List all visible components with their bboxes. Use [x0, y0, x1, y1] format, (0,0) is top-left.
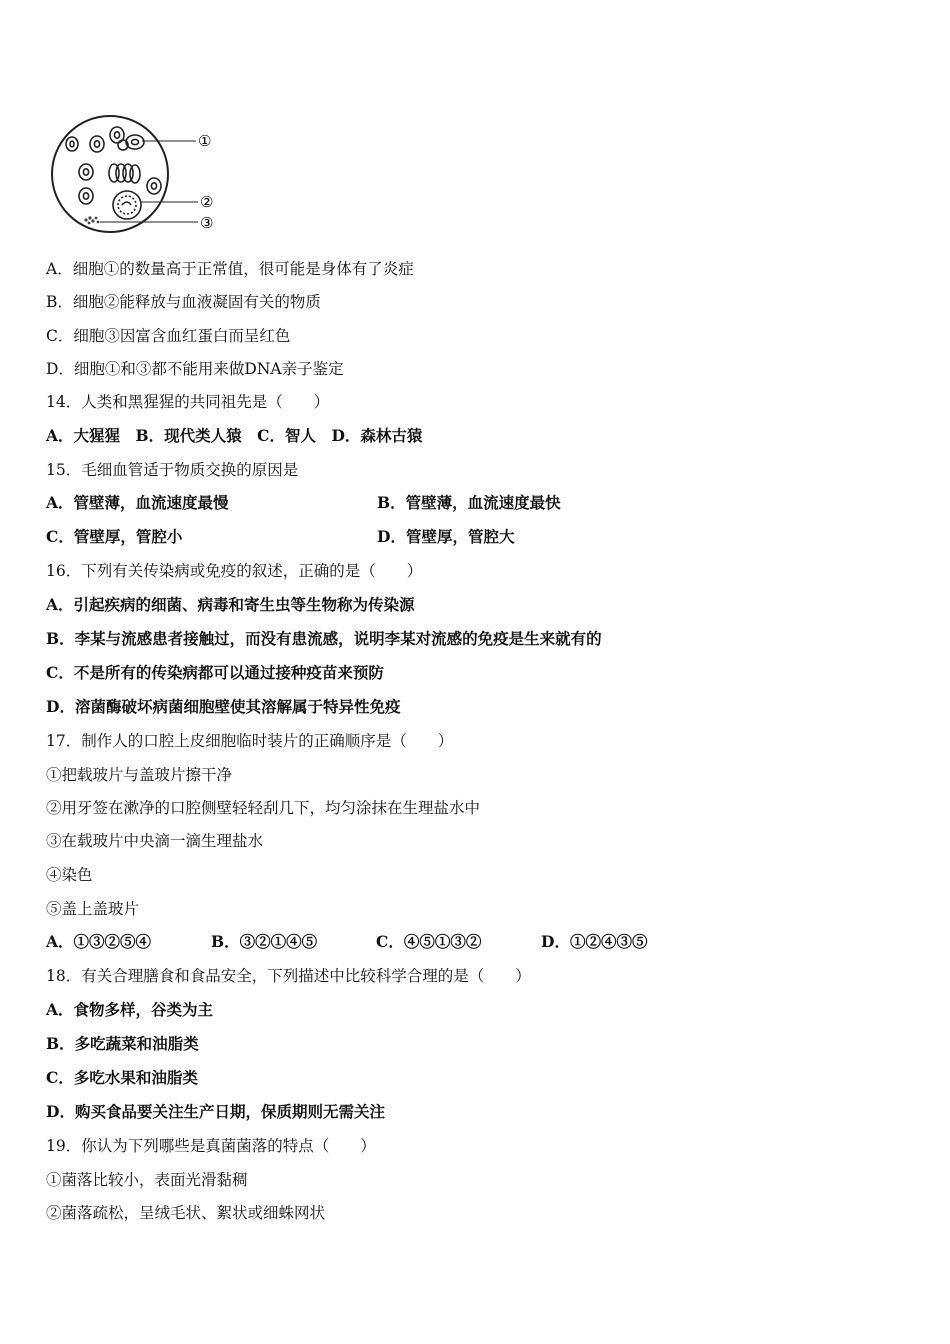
q19-stem: 19．你认为下列哪些是真菌菌落的特点（ ）: [46, 1137, 376, 1155]
q15-option-d: D．管壁厚，管腔大: [377, 527, 515, 546]
q17-option-c: C．④⑤①③②: [376, 932, 482, 951]
q19-step-1: ①菌落比较小，表面光滑黏稠: [46, 1171, 248, 1189]
cell-2-icon: [113, 191, 141, 219]
q16-option-c: C．不是所有的传染病都可以通过接种疫苗来预防: [46, 663, 384, 682]
label-2: ②: [200, 193, 214, 211]
q15-option-a: A．管壁薄，血流速度最慢: [46, 493, 229, 512]
q18-option-c: C．多吃水果和油脂类: [46, 1068, 198, 1087]
q15-stem: 15．毛细血管适于物质交换的原因是: [46, 461, 299, 479]
q13-option-c: C．细胞③因富含血红蛋白而呈红色: [46, 327, 291, 345]
cell-3-icon: [84, 216, 99, 224]
q16-option-a: A．引起疾病的细菌、病毒和寄生虫等生物称为传染源: [46, 595, 415, 614]
q17-option-b: B．③②①④⑤: [211, 932, 318, 951]
q16-stem: 16．下列有关传染病或免疫的叙述，正确的是（ ）: [46, 562, 423, 580]
q15-options-row-2: [46, 527, 515, 547]
q13-option-b: B．细胞②能释放与血液凝固有关的物质: [46, 293, 321, 311]
q17-step-3: ③在载玻片中央滴一滴生理盐水: [46, 832, 264, 850]
q16-option-b: B．李某与流感患者接触过，而没有患流感，说明李某对流感的免疫是生来就有的: [46, 629, 602, 648]
q18-option-b: B．多吃蔬菜和油脂类: [46, 1034, 199, 1053]
label-1: ①: [198, 132, 212, 150]
q18-option-d: D．购买食品要关注生产日期，保质期则无需关注: [46, 1102, 385, 1121]
q18-stem: 18．有关合理膳食和食品安全，下列描述中比较科学合理的是（ ）: [46, 967, 531, 985]
q15-options-row-1: [46, 493, 561, 513]
q16-option-d: D．溶菌酶破坏病菌细胞壁使其溶解属于特异性免疫: [46, 697, 401, 716]
label-3: ③: [200, 214, 214, 232]
q17-step-4: ④染色: [46, 866, 93, 884]
q17-option-d: D．①②④③⑤: [541, 932, 648, 951]
q15-option-b: B．管壁薄，血流速度最快: [377, 493, 561, 512]
q13-option-a: A．细胞①的数量高于正常值，很可能是身体有了炎症: [46, 260, 414, 278]
blood-cell-figure: [48, 112, 228, 236]
q17-step-1: ①把载玻片与盖玻片擦干净: [46, 766, 233, 784]
q14-stem: 14．人类和黑猩猩的共同祖先是（ ）: [46, 393, 330, 411]
q17-option-a: A．①③②⑤④: [46, 932, 152, 951]
q17-options: [46, 932, 647, 952]
q14-options: A．大猩猩 B．现代类人猿 C．智人 D．森林古猿: [46, 426, 423, 445]
q17-step-2: ②用牙签在漱净的口腔侧壁轻轻刮几下，均匀涂抹在生理盐水中: [46, 799, 481, 817]
q13-option-d: D．细胞①和③都不能用来做DNA亲子鉴定: [46, 360, 344, 378]
q17-stem: 17．制作人的口腔上皮细胞临时装片的正确顺序是（ ）: [46, 732, 454, 750]
q17-step-5: ⑤盖上盖玻片: [46, 900, 140, 918]
q18-option-a: A．食物多样，谷类为主: [46, 1000, 214, 1019]
q19-step-2: ②菌落疏松，呈绒毛状、絮状或细蛛网状: [46, 1204, 326, 1222]
cell-1-icon: [66, 127, 161, 204]
q15-option-c: C．管壁厚，管腔小: [46, 527, 183, 546]
